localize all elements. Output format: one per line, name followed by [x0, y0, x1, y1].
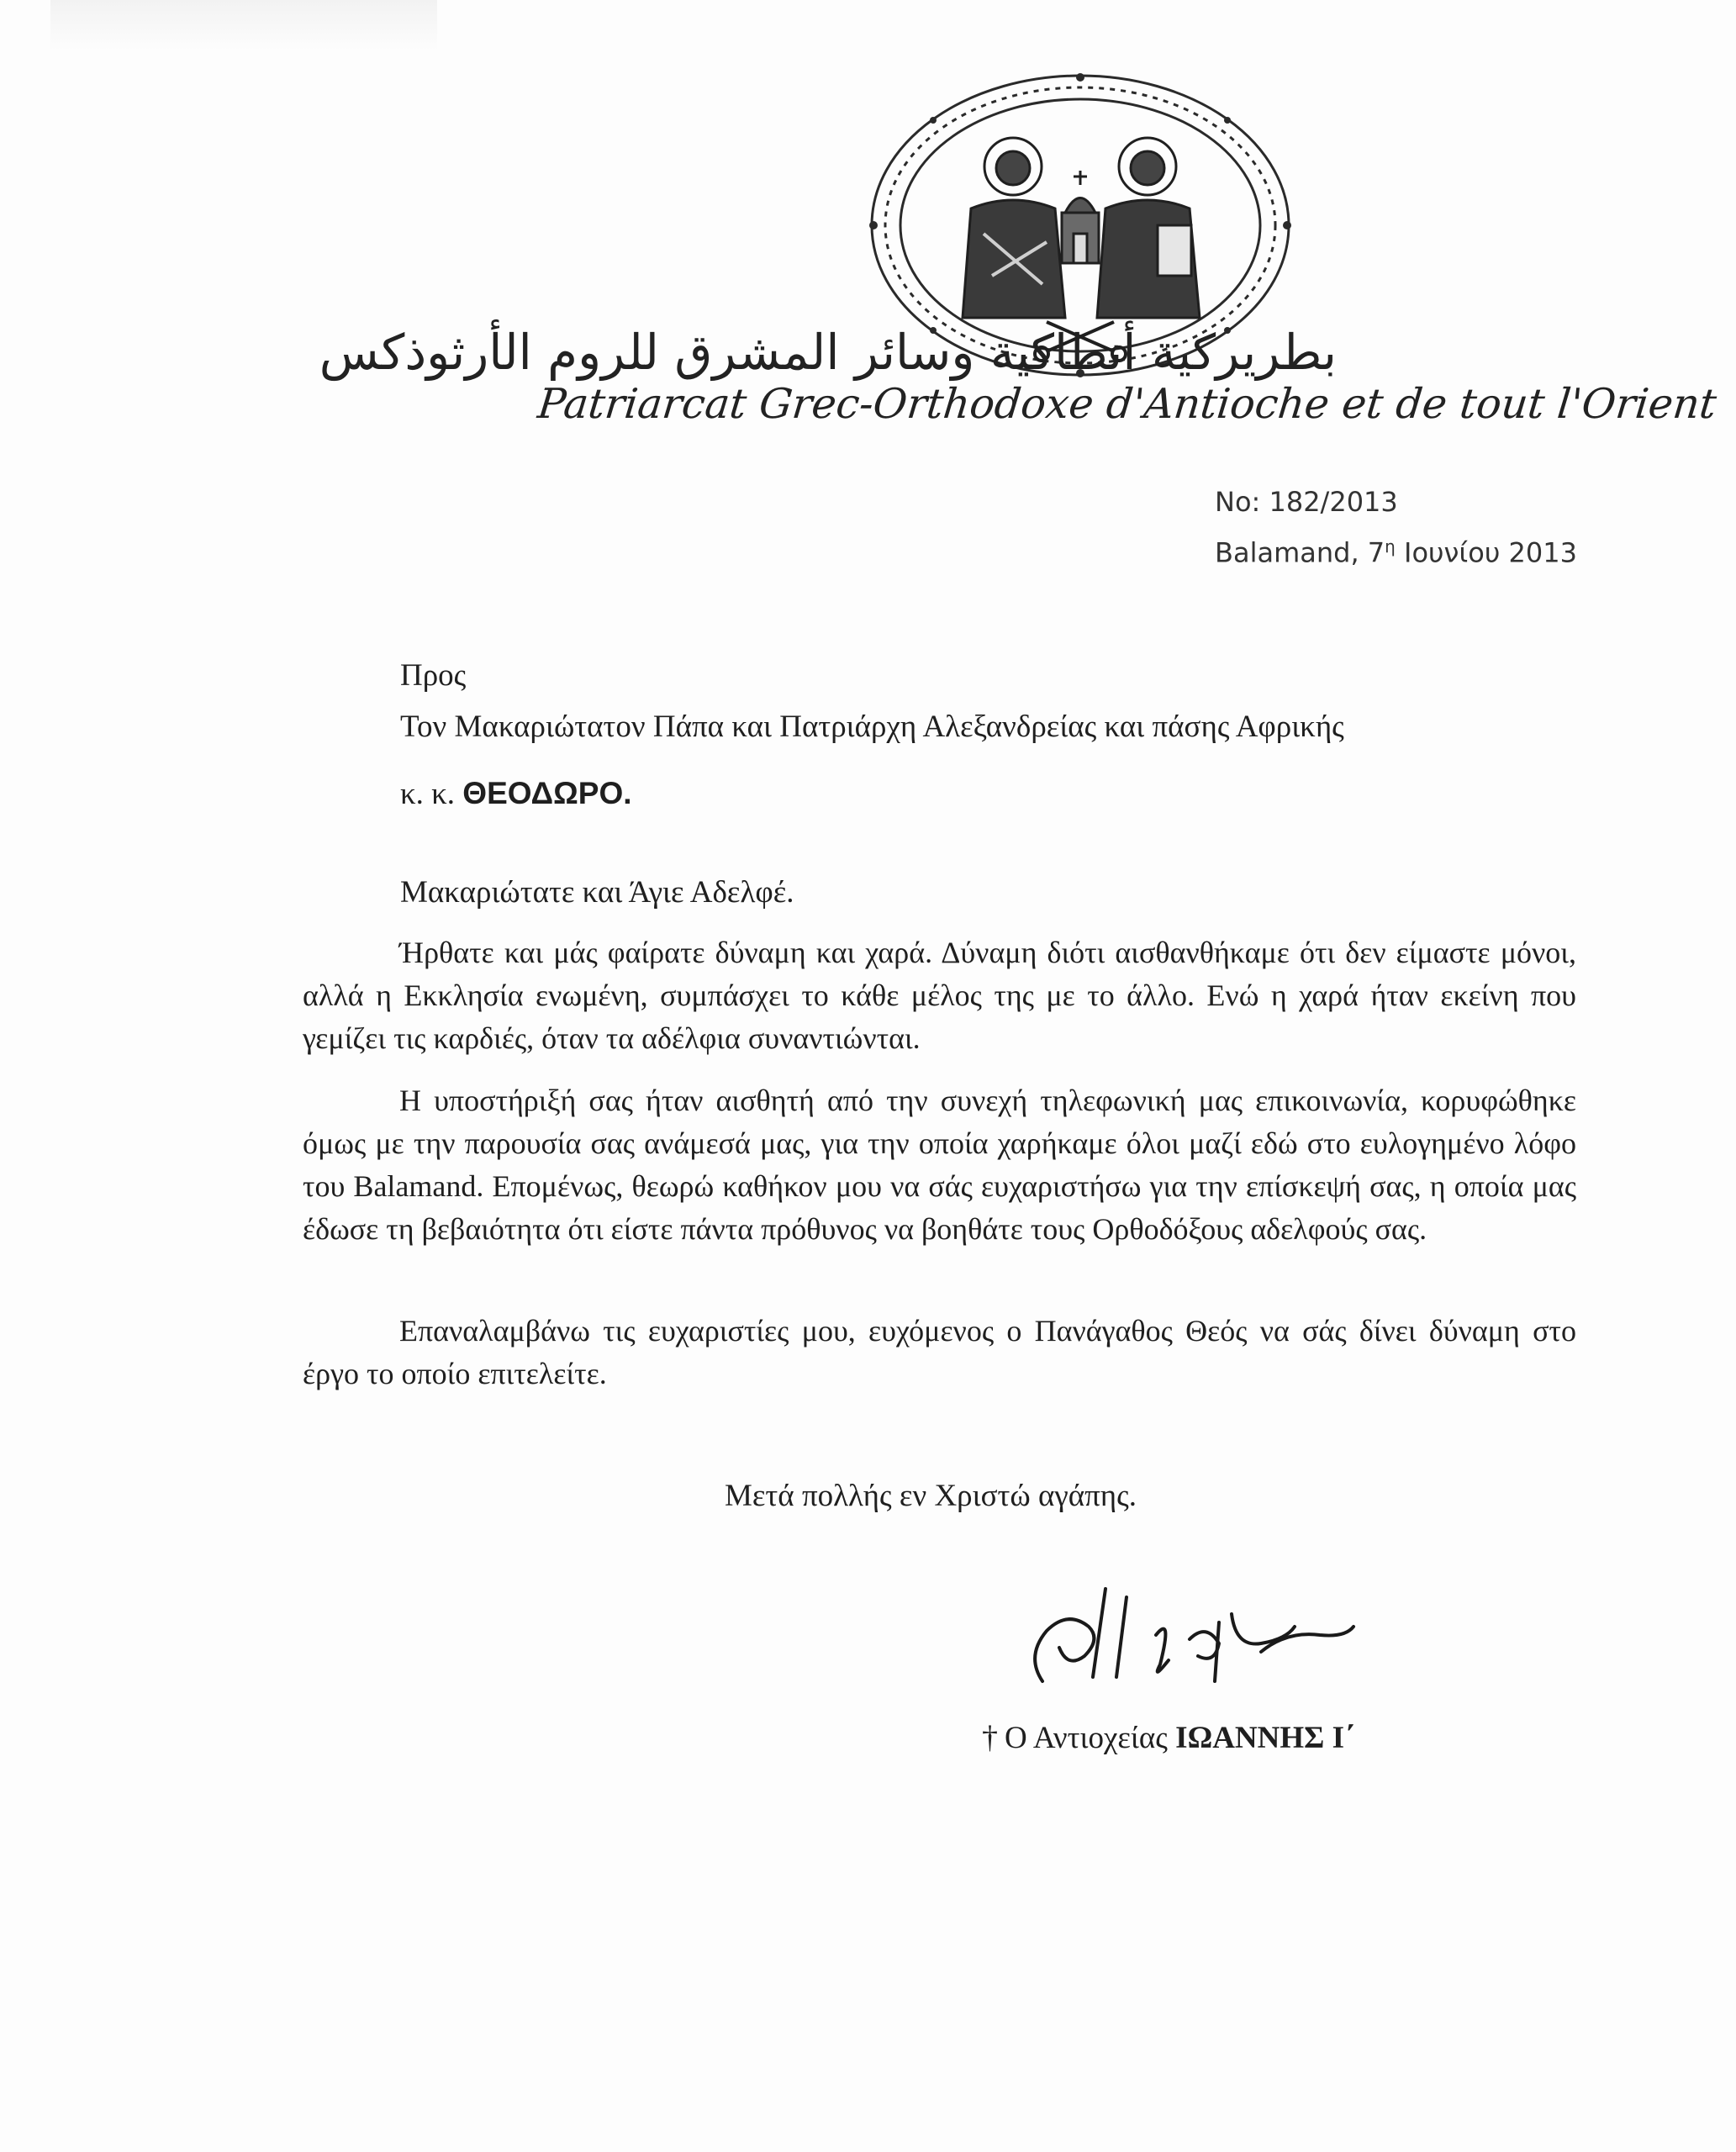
- letterhead-arabic-name: بطريركية أنطاكية وسائر المشرق للروم الأرثوذكس: [319, 324, 1337, 381]
- address-name-line: [400, 776, 632, 812]
- reference-number: No: 182/2013: [1215, 486, 1398, 518]
- salutation: Μακαριώτατε και Άγιε Αδελφέ.: [400, 875, 794, 910]
- date-suffix: Ιουνίου 2013: [1395, 536, 1577, 569]
- signer-line: [982, 1719, 1354, 1756]
- reference-date: [1215, 536, 1577, 569]
- handwritten-signature-icon: [1009, 1564, 1362, 1690]
- closing: Μετά πολλής εν Χριστώ αγάπης.: [725, 1479, 1137, 1513]
- cross-icon: †: [982, 1720, 998, 1755]
- body-paragraph-3: Επαναλαμβάνω τις ευχαριστίες μου, ευχόμενος ο Πανάγαθος Θεός να σάς δίνει δύναμη στο έργο το οποίο επιτελείτε.: [303, 1314, 1576, 1390]
- signer-name: ΙΩΑΝΝΗΣ Ι΄: [1175, 1721, 1355, 1755]
- address-pros: Προς: [400, 658, 467, 693]
- scan-smudge: [50, 0, 437, 50]
- address-recipient: Τον Μακαριώτατον Πάπα και Πατριάρχη Αλεξανδρείας και πάσης Αφρικής: [400, 709, 1344, 744]
- letterhead-latin-name: Patriarcat Grec-Orthodoxe d'Antioche et de tout l'Orient: [536, 380, 1719, 428]
- body-paragraph-2: Η υποστήριξή σας ήταν αισθητή από την συνεχή τηλεφωνική μας επικοινωνία, κορυφώθηκε όμως με την παρουσία σας ανάμεσά μας, για την οποία χαρήκαμε όλοι μαζί εδώ στο ευλογημένο λόφο του Balamand. Επομένως, θεωρώ καθήκον μου να σάς ευχαριστήσω για την επίσκεψή σας, η οποία μας έδωσε τη βεβαιότητα ότι είστε πάντα πρόθυνος να βοηθάτε τους Ορθοδόξους αδελφούς σας.: [303, 1084, 1576, 1246]
- date-superscript: η: [1385, 536, 1396, 556]
- body-paragraph-1: Ήρθατε και μάς φαίρατε δύναμη και χαρά. Δύναμη διότι αισθανθήκαμε ότι δεν είμαστε μόνοι, αλλά η Εκκλησία ενωμένη, συμπάσχει το κάθε μέλος της με το άλλο. Ενώ η χαρά ήταν εκείνη που γεμίζει τις καρδιές, όταν τα αδέλφια συναντιώνται.: [303, 936, 1576, 1055]
- date-prefix: Balamand, 7: [1215, 536, 1385, 569]
- address-name-prefix: κ. κ.: [400, 777, 463, 811]
- signer-title: Ο Αντιοχείας: [1005, 1721, 1176, 1755]
- address-name: ΘΕΟΔΩΡΟ.: [462, 776, 632, 810]
